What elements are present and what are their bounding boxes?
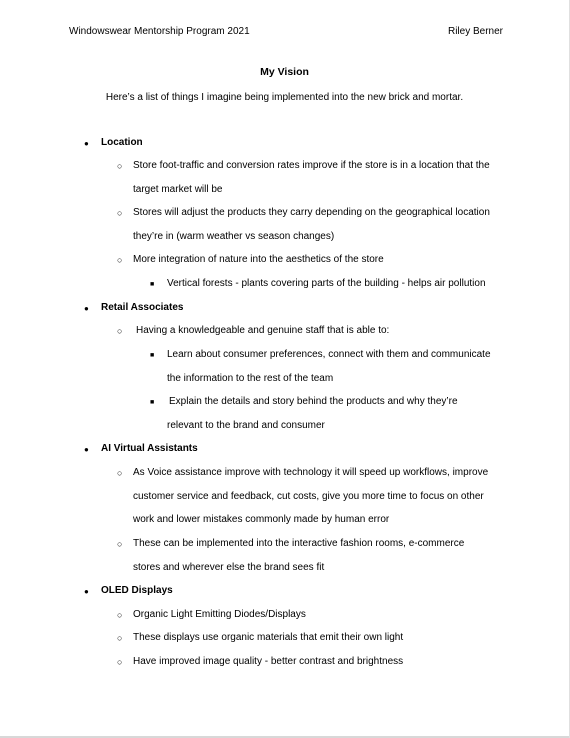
intro-paragraph: Here’s a list of things I imagine being implemented into the new brick and mortar.: [105, 92, 464, 103]
level1-bullet: ●: [84, 304, 89, 313]
level2-bullet: ○: [117, 255, 123, 265]
level2-bullet: ○: [117, 657, 123, 667]
section-heading-ai-virtual-assistants: AI Virtual Assistants: [101, 443, 198, 454]
ai-line-4: These can be implemented into the interactive fashion rooms, e-commerce: [133, 538, 465, 549]
ai-line-5: stores and wherever else the brand sees fit: [133, 562, 325, 573]
ai-line-1: As Voice assistance improve with technology it will speed up workflows, improve: [133, 467, 489, 478]
header-author-name: Riley Berner: [447, 26, 503, 37]
level2-bullet: ○: [117, 208, 123, 218]
retail-line-5: relevant to the brand and consumer: [167, 420, 325, 431]
oled-line-1: Organic Light Emitting Diodes/Displays: [133, 609, 306, 620]
level1-bullet: ●: [84, 587, 89, 596]
level2-bullet: ○: [117, 326, 123, 336]
ai-line-2: customer service and feedback, cut costs, give you more time to focus on other: [133, 491, 484, 502]
level2-bullet: ○: [117, 161, 123, 171]
retail-line-4: Explain the details and story behind the products and why they’re: [169, 396, 458, 407]
document-title: My Vision: [260, 66, 309, 78]
level2-bullet: ○: [117, 468, 123, 478]
level2-bullet: ○: [117, 610, 123, 620]
retail-line-3: the information to the rest of the team: [167, 373, 334, 384]
oled-line-2: These displays use organic materials that emit their own light: [133, 632, 404, 643]
level2-bullet: ○: [117, 633, 123, 643]
level1-bullet: ●: [84, 139, 89, 148]
location-line-3: Stores will adjust the products they carry depending on the geographical location: [133, 207, 490, 218]
oled-line-3: Have improved image quality - better contrast and brightness: [133, 656, 404, 667]
header-program-name: Windowswear Mentorship Program 2021: [69, 26, 250, 37]
location-line-5: More integration of nature into the aesthetics of the store: [133, 254, 384, 265]
section-heading-retail-associates: Retail Associates: [101, 302, 184, 313]
level3-bullet: ■: [150, 352, 155, 359]
retail-line-2: Learn about consumer preferences, connect with them and communicate: [167, 349, 491, 360]
section-heading-oled-displays: OLED Displays: [101, 585, 173, 596]
ai-line-3: work and lower mistakes commonly made by human error: [133, 514, 390, 525]
level2-bullet: ○: [117, 539, 123, 549]
level3-bullet: ■: [150, 281, 155, 288]
section-heading-location: Location: [101, 137, 143, 148]
location-line-4: they’re in (warm weather vs season changes): [133, 231, 335, 242]
location-line-2: target market will be: [133, 184, 223, 195]
level1-bullet: ●: [84, 445, 89, 454]
level3-bullet: ■: [150, 399, 155, 406]
location-line-6: Vertical forests - plants covering parts of the building - helps air pollution: [167, 278, 486, 289]
retail-line-1: Having a knowledgeable and genuine staff that is able to:: [136, 325, 390, 336]
location-line-1: Store foot-traffic and conversion rates improve if the store is in a location that the: [133, 160, 490, 171]
